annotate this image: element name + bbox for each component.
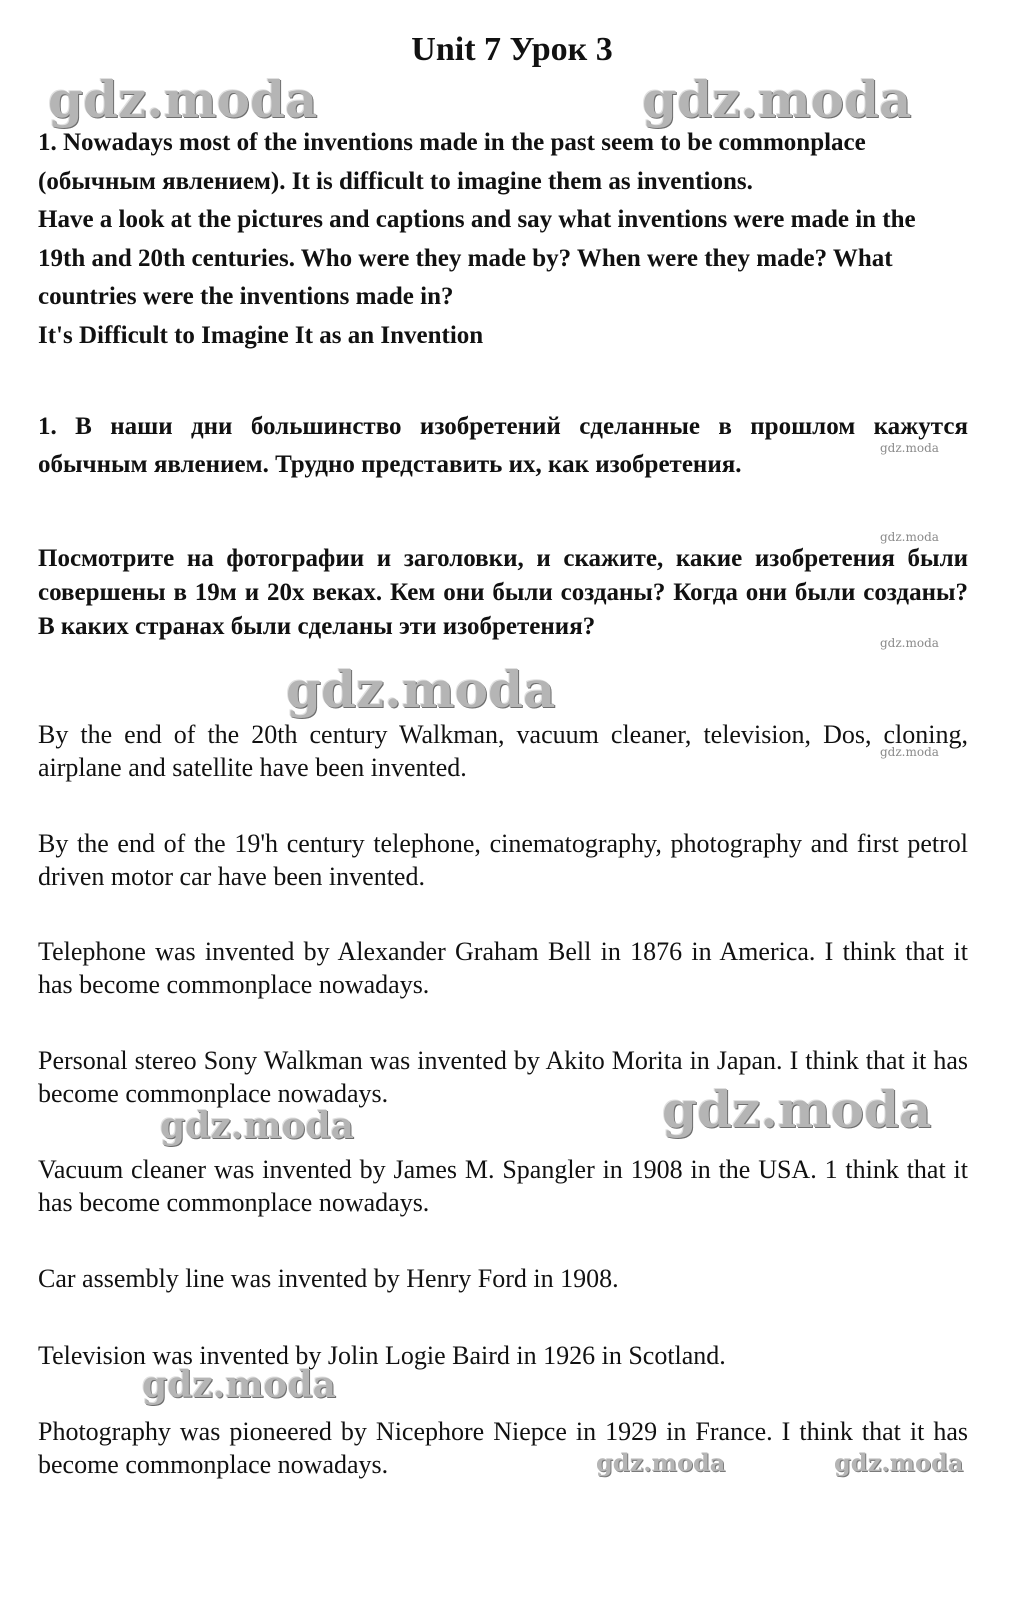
answer-paragraph-1: By the end of the 20th century Walkman, vacuum cleaner, television, Dos, cloning, airplane and satellite have been invented. <box>38 720 968 782</box>
answer-paragraph-2: By the end of the 19'h century telephone, cinematography, photography and first petrol driven motor car have been invented. <box>38 829 968 891</box>
watermark: gdz.moda <box>880 441 939 455</box>
task-russian-paragraph-1: 1. В наши дни большинство изобретений сделанные в прошлом кажутся обычным явлением. Трудно представить их, как изобретения. <box>38 413 968 478</box>
watermark: gdz.moda <box>880 636 939 650</box>
watermark: gdz.moda <box>642 70 912 129</box>
watermark: gdz.moda <box>48 70 318 129</box>
watermark: gdz.moda <box>834 1448 964 1477</box>
answer-paragraph-7: Television was invented by Jolin Logie Baird in 1926 in Scotland. <box>38 1341 726 1370</box>
answer-paragraph-3: Telephone was invented by Alexander Graham Bell in 1876 in America. I think that it has become commonplace nowadays. <box>38 937 968 999</box>
task-en-heading: It's Difficult to Imagine It as an Invention <box>38 321 484 349</box>
watermark: gdz.moda <box>286 660 556 719</box>
page-title: Unit 7 Урок 3 <box>411 31 613 68</box>
answer-paragraph-6: Car assembly line was invented by Henry Ford in 1908. <box>38 1264 619 1293</box>
task-en-paragraph-1: 1. Nowadays most of the inventions made in the past seem to be commonplace (обычным явлением). It is difficult to imagine them as inventions. <box>38 129 866 195</box>
watermark: gdz.moda <box>662 1080 932 1139</box>
task-en-paragraph-2: Have a look at the pictures and captions and say what inventions were made in the 19th and 20th centuries. Who were they made by? When were they made? What countries were the inventions made in? <box>38 206 916 310</box>
task-russian-paragraph-2: Посмотрите на фотографии и заголовки, и скажите, какие изобретения были совершены в 19м и 20х веках. Кем они были созданы? Когда они были созданы? В каких странах были сделаны эти изобретения? <box>38 545 968 640</box>
watermark: gdz.moda <box>880 745 939 759</box>
watermark: gdz.moda <box>160 1105 354 1147</box>
watermark: gdz.moda <box>142 1364 336 1406</box>
answer-paragraph-5: Vacuum cleaner was invented by James M. Spangler in 1908 in the USA. 1 think that it has become commonplace nowadays. <box>38 1155 968 1217</box>
watermark: gdz.moda <box>596 1448 726 1477</box>
task-english <box>38 124 968 355</box>
answer-paragraph-4: Personal stereo Sony Walkman was invented by Akito Morita in Japan. I think that it has become commonplace nowadays. <box>38 1046 968 1108</box>
answer-paragraph-8: Photography was pioneered by Nicephore Niepce in 1929 in France. I think that it has become commonplace nowadays. <box>38 1417 968 1479</box>
watermark: gdz.moda <box>880 530 939 544</box>
